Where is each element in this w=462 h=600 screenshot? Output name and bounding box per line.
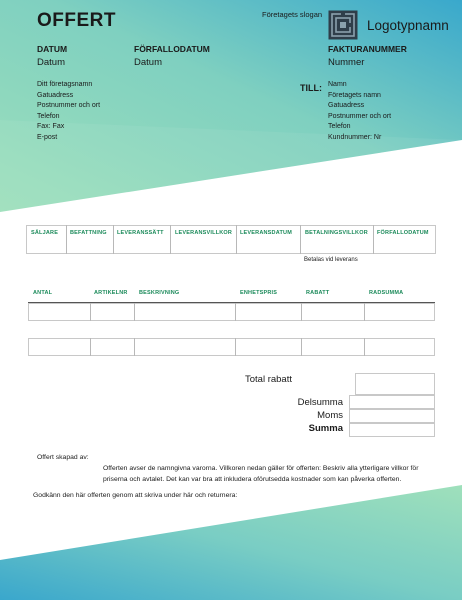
th-delivery-date: LEVERANSDATUM — [240, 230, 292, 236]
company-slogan: Företagets slogan — [262, 10, 323, 19]
recipient-name[interactable]: Namn — [328, 81, 347, 88]
th-shipping-method: LEVERANSSÄTT — [117, 230, 164, 236]
document-title: OFFERT — [37, 10, 116, 31]
sender-email[interactable]: E-post — [37, 133, 58, 141]
recipient-phone[interactable]: Telefon — [328, 123, 351, 130]
th-shipping-terms: LEVERANSVILLKOR — [175, 230, 233, 236]
vat-field[interactable] — [349, 409, 435, 423]
sender-address — [37, 80, 100, 143]
payment-terms-value[interactable]: Betalas vid leverans — [304, 257, 358, 263]
recipient-address — [328, 80, 391, 143]
date-value[interactable]: Datum — [37, 57, 65, 68]
total-label: Summa — [308, 423, 343, 434]
created-by-label: Offert skapad av: — [37, 454, 89, 461]
th-unit-price: ENHETSPRIS — [240, 290, 278, 296]
th-due-date: FÖRFALLODATUM — [377, 230, 429, 236]
th-line-total: RADSUMMA — [369, 290, 404, 296]
recipient-company[interactable]: Företagets namn — [328, 91, 381, 99]
th-seller: SÄLJARE — [31, 230, 59, 236]
total-field[interactable] — [349, 423, 435, 437]
sender-street[interactable]: Gatuadress — [37, 91, 74, 99]
terms-note[interactable]: Offerten avser de namngivna varorna. Villkoren nedan gäller för offerten: Beskriv alla ytterligare villkor för priserna och avtalet. Det kan var bra att inkludera oförutsedda kostnader som kan påverka offerten. — [103, 465, 419, 483]
invoice-number-label: FAKTURANUMMER — [328, 44, 407, 54]
recipient-postal[interactable]: Postnummer och ort — [328, 112, 392, 120]
due-date-value[interactable]: Datum — [134, 57, 162, 68]
logo-name: Logotypnamn — [367, 18, 449, 33]
recipient-customer-number[interactable]: Kundnummer: Nr — [328, 133, 382, 141]
sender-phone[interactable]: Telefon — [37, 112, 60, 120]
subtotal-field[interactable] — [349, 395, 435, 409]
total-discount-label: Total rabatt — [245, 374, 292, 385]
th-quantity: ANTAL — [33, 290, 53, 296]
sender-fax[interactable]: Fax: Fax — [37, 123, 65, 130]
th-discount: RABATT — [306, 290, 330, 296]
th-description: BESKRIVNING — [139, 290, 180, 296]
vat-label: Moms — [317, 410, 343, 421]
approval-text: Godkänn den här offerten genom att skriva under här och returnera: — [33, 492, 238, 499]
invoice-number-value[interactable]: Nummer — [328, 57, 365, 68]
sender-company[interactable]: Ditt företagsnamn — [37, 81, 93, 88]
subtotal-label: Delsumma — [297, 397, 343, 408]
date-label: DATUM — [37, 44, 68, 54]
th-payment-terms: BETALNINGSVILLKOR — [305, 230, 368, 236]
recipient-street[interactable]: Gatuadress — [328, 102, 365, 109]
th-item-number: ARTIKELNR — [94, 290, 128, 296]
recipient-label: TILL: — [300, 83, 322, 93]
th-position: BEFATTNING — [70, 230, 107, 236]
sender-postal[interactable]: Postnummer och ort — [37, 102, 101, 109]
maze-square-logo-icon — [328, 10, 358, 40]
due-date-label: FÖRFALLODATUM — [134, 44, 210, 54]
total-discount-field[interactable] — [355, 373, 435, 395]
